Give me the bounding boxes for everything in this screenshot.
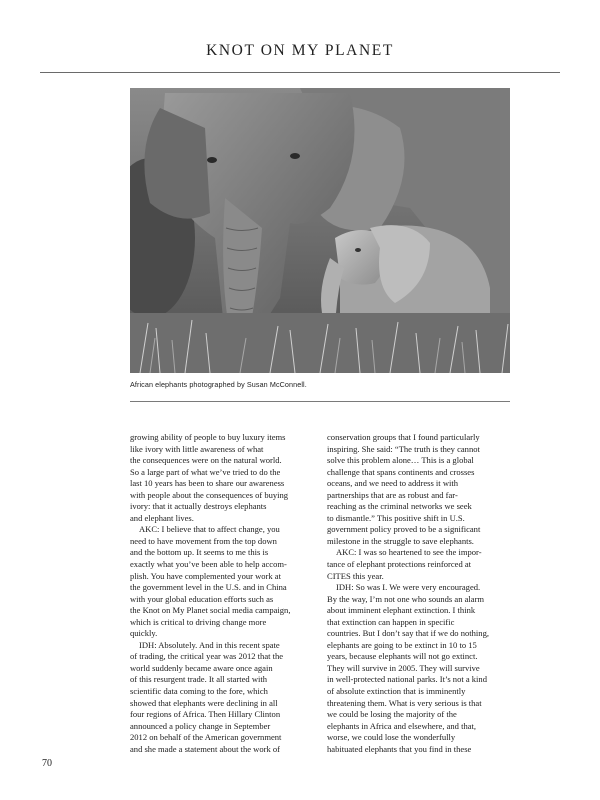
text-line: ivory: that it actually destroys elephants: [130, 501, 267, 512]
text-line: the consequences were on the natural world.: [130, 455, 282, 466]
text-line: They will survive in 2005. They will survive: [327, 662, 480, 673]
text-line: announced a policy change in September: [130, 720, 271, 731]
text-line: quickly.: [130, 628, 158, 639]
text-line: elephants are going to be extinct in 10 to 15: [327, 639, 477, 650]
text-line: the government level in the U.S. and in China: [130, 582, 287, 593]
elephant-photo-image: [130, 88, 510, 373]
text-line: habituated elephants that you find in these: [327, 743, 472, 754]
text-line: like ivory with little awareness of what: [130, 443, 264, 454]
text-line: So a large part of what we’ve tried to do the: [130, 466, 281, 477]
text-line: about imminent elephant extinction. I think: [327, 605, 476, 616]
text-column-right: [327, 432, 510, 755]
text-line: world suddenly became aware once again: [130, 662, 273, 673]
text-line: which is critical to driving change more: [130, 616, 267, 627]
text-line: need to have movement from the top down: [130, 535, 277, 546]
text-column-left: [130, 432, 313, 755]
text-line: of this resurgent trade. It all started with: [130, 674, 268, 685]
running-head: KNOT ON MY PLANET: [206, 42, 394, 59]
text-line: plish. You have complemented your work at: [130, 570, 281, 581]
text-line: CITES this year.: [327, 570, 384, 581]
text-line: solve this problem alone… This is a global: [327, 455, 474, 466]
text-line: 2012 on behalf of the American government: [130, 732, 282, 743]
text-line: scientific data coming to the fore, which: [130, 686, 268, 697]
text-line: challenge that spans continents and crosses: [327, 466, 475, 477]
text-line: that extinction can happen in specific: [327, 616, 455, 627]
text-line: in well-protected national parks. It’s not a kind: [327, 674, 487, 685]
caption-rule: [130, 401, 510, 402]
text-line: with people about the consequences of buying: [130, 489, 289, 500]
text-line: AKC: I was so heartened to see the impor-: [336, 547, 482, 558]
text-line: IDH: Absolutely. And in this recent spate: [139, 639, 280, 650]
text-line: four regions of Africa. Then Hillary Clinton: [130, 709, 281, 720]
header-rule: [40, 72, 560, 73]
text-line: of trading, the critical year was 2012 that the: [130, 651, 284, 662]
text-line: last 10 years has been to share our awareness: [130, 478, 285, 489]
text-line: of absolute extinction that is imminently: [327, 686, 466, 697]
text-line: and elephant lives.: [130, 512, 194, 523]
text-line: worse, we could lose the wonderfully: [327, 732, 456, 743]
page-number: 70: [42, 758, 52, 769]
text-line: and she made a statement about the work of: [130, 743, 280, 754]
text-line: elephants in Africa and elsewhere, and that,: [327, 720, 477, 731]
text-line: By the way, I’m not one who sounds an alarm: [327, 593, 485, 604]
text-line: the Knot on My Planet social media campaign,: [130, 605, 291, 616]
text-line: IDH: So was I. We were very encouraged.: [336, 582, 481, 593]
text-line: AKC: I believe that to affect change, you: [139, 524, 280, 535]
text-line: partnerships that are as robust and far-: [327, 489, 458, 500]
text-line: tance of elephant protections reinforced at: [327, 559, 472, 570]
text-line: exactly what you’ve been able to help accom-: [130, 559, 287, 570]
text-line: inspiring. She said: “The truth is they cannot: [327, 443, 480, 454]
text-line: reaching as the criminal networks we seek: [327, 501, 472, 512]
text-line: government policy proved to be a significant: [327, 524, 481, 535]
text-line: we could be losing the majority of the: [327, 709, 457, 720]
text-line: oceans, and we need to address it with: [327, 478, 459, 489]
text-line: growing ability of people to buy luxury items: [130, 432, 286, 442]
text-line: countries. But I don’t say that if we do nothing,: [327, 628, 489, 639]
text-line: to dismantle.” This positive shift in U.S.: [327, 512, 465, 523]
elephant-photo: [130, 88, 510, 373]
text-line: conservation groups that I found particularly: [327, 432, 480, 442]
text-line: and the bottom up. It seems to me this is: [130, 547, 269, 558]
text-line: showed that elephants were declining in all: [130, 697, 278, 708]
text-line: milestone in the struggle to save elephants.: [327, 535, 474, 546]
text-line: years, because elephants will not go extinct.: [327, 651, 478, 662]
photo-caption: African elephants photographed by Susan McConnell.: [130, 380, 307, 389]
text-line: with your global education efforts such as: [130, 593, 274, 604]
text-line: threatening them. What is very serious is that: [327, 697, 482, 708]
